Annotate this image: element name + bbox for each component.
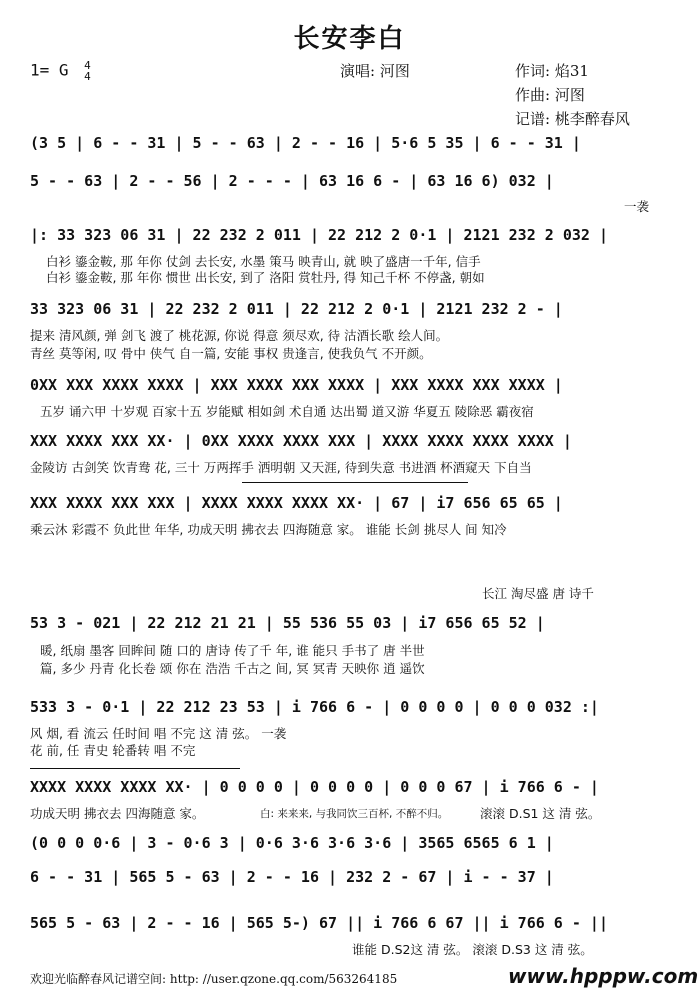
lyric-row-4a: 提来 清风颜, 弹 剑飞 渡了 桃花源, 你说 得意 须尽欢, 待 沽酒长歌 绘人间。 [30,328,449,343]
lyric-row-7a: 乘云沐 彩霞不 负此世 年华, 功成天明 拂衣去 四海随意 家。 谁能 长剑 挑尽人 间 知冷 [30,522,507,537]
notation-row-3: |: 33 323 06 31 | 22 232 2 011 | 22 212 2 0·1 | 2121 232 2 032 | [30,226,608,244]
notation-row-8: 53 3 - 021 | 22 212 21 21 | 55 536 55 03 | i7 656 65 52 | [30,614,545,632]
time-signature: 4 4 [84,59,91,83]
notation-row-7: XXX XXXX XXX XXX | XXXX XXXX XXXX XX· | 67 | i7 656 65 65 | [30,494,563,512]
lyric-row-9a: 风 烟, 看 流云 任时间 唱 不完 这 清 弦。 一袭 [30,726,287,741]
notation-row-1: (3 5 | 6 - - 31 | 5 - - 63 | 2 - - 16 | 5·6 5 35 | 6 - - 31 | [30,134,581,152]
lyric-row-10c: 滚滚 D.S1 这 清 弦。 [480,806,601,821]
transcriber-credit: 记谱: 桃李醉春风 [515,110,630,128]
key-signature [30,60,91,82]
notation-row-10: XXXX XXXX XXXX XX· | 0 0 0 0 | 0 0 0 0 | 0 0 0 67 | i 766 6 - | [30,778,599,796]
site-watermark: www.hpppw.com [508,964,699,988]
lyric-row-9b: 花 前, 任 青史 轮番转 唱 不完 [30,743,196,758]
volta-1-bracket [242,482,468,483]
lyric-row-8b: 篇, 多少 丹青 化长卷 颂 你在 浩浩 千古之 间, 冥 冥青 天映你 逍 遥饮 [40,661,425,676]
lyricist-credit: 作词: 焰31 [515,62,589,80]
volta-2-bracket [30,768,240,769]
lyric-row-4b: 青丝 莫等闲, 叹 骨中 侠气 自一篇, 安能 事权 贵逢言, 使我负气 不开颜。 [30,346,432,361]
lyric-row-13: 谁能 D.S2这 清 弦。 滚滚 D.S3 这 清 弦。 [352,942,593,957]
lyric-row-2: 一袭 [624,199,650,214]
lyric-row-3a: 白衫 鎏金鞍, 那 年你 仗剑 去长安, 水墨 策马 映青山, 就 映了盛唐一千年, 信手 [46,254,481,269]
lyric-row-6: 金陵访 古剑笑 饮青鸯 花, 三十 万两挥手 洒明朝 又天涯, 待到失意 书进酒 杯酒窥天 下自当 [30,460,532,475]
notation-row-9: 533 3 - 0·1 | 22 212 23 53 | i 766 6 - | 0 0 0 0 | 0 0 0 032 :| [30,698,599,716]
lyric-row-10b: 白: 来来来, 与我同饮三百杯, 不醉不归。 [260,808,449,820]
notation-row-11: (0 0 0 0·6 | 3 - 0·6 3 | 0·6 3·6 3·6 3·6 | 3565 6565 6 1 | [30,834,554,852]
composer-credit: 作曲: 河图 [515,86,585,104]
singer-credit: 演唱: 河图 [340,62,410,80]
lyric-row-10a: 功成天明 拂衣去 四海随意 家。 [30,806,205,821]
lyric-row-7b: 长江 淘尽盛 唐 诗千 [482,586,594,601]
notation-row-13: 565 5 - 63 | 2 - - 16 | 565 5-) 67 || i 766 6 67 || i 766 6 - || [30,914,608,932]
notation-row-12: 6 - - 31 | 565 5 - 63 | 2 - - 16 | 232 2 - 67 | i - - 37 | [30,868,554,886]
footer-text: 欢迎光临醉春风记谱空间: http: //user.qzone.qq.com/563264185 [30,972,398,986]
song-title: 长安李白 [293,24,406,54]
lyric-row-8a: 暖, 纸扇 墨客 回眸间 随 口的 唐诗 传了千 年, 谁 能只 手书了 唐 半世 [40,643,425,658]
lyric-row-3b: 白衫 鎏金鞍, 那 年你 惯世 出长安, 到了 洛阳 赏牡丹, 得 知己千杯 不停盏, 朝如 [46,270,485,285]
lyric-row-5: 五岁 诵六甲 十岁观 百家十五 岁能赋 相如剑 术自通 达出蜀 道又游 华夏五 陵除恶 霸夜宿 [40,404,534,419]
notation-row-4: 33 323 06 31 | 22 232 2 011 | 22 212 2 0·1 | 2121 232 2 - | [30,300,563,318]
key-label: 1= G [30,60,69,80]
notation-row-5: 0XX XXX XXXX XXXX | XXX XXXX XXX XXXX | XXX XXXX XXX XXXX | [30,376,563,394]
notation-row-6: XXX XXXX XXX XX· | 0XX XXXX XXXX XXX | XXXX XXXX XXXX XXXX | [30,432,572,450]
notation-row-2: 5 - - 63 | 2 - - 56 | 2 - - - | 63 16 6 - | 63 16 6) 032 | [30,172,554,190]
